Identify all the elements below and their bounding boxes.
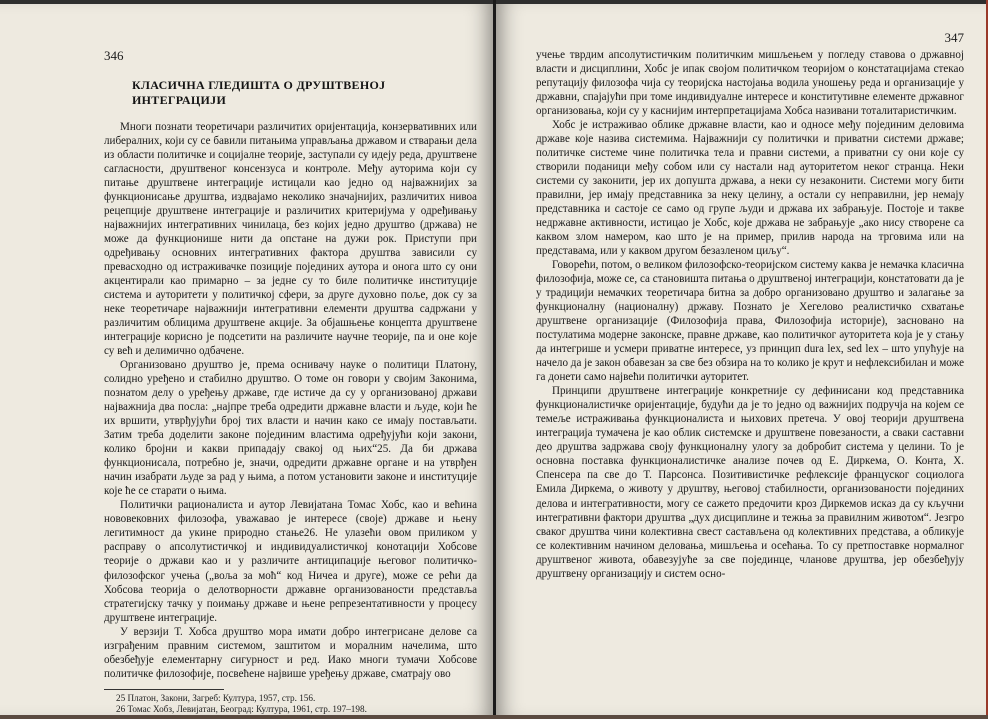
left-page	[0, 4, 493, 715]
section-heading: КЛАСИЧНА ГЛЕДИШТА О ДРУШТВЕНОЈ ИНТЕГРАЦИЈИ	[132, 78, 386, 107]
paragraph: У верзији Т. Хобса друштво мора имати добро интегрисане делове са изграђеним правним системом, заштитом и моралним начелима, што обезбеђује елементарну сигурност и ред. Иако многи тумачи Хобсове политичке филозофије, посвећене највише уређењу државе, сматрају ово	[104, 625, 477, 680]
paragraph: Принципи друштвене интеграције конкретније су дефинисани код представника функционалистичке оријентације, будући да је то једно од важнијих подручја на којем се темеље истраживања функционалиста и њихових претеча. У овој теорији друштвена интеграција тумачена је као облик системске и друштвене повезаности, а сваки саставни део друштва задржава своју функционалну улогу за добробит система у целини. То је основна поставка функционалистичке анализе почев од Е. Диркема, О. Конта, Х. Спенсера па све до Т. Парсонса. Позитивистичке рефлексије француског социолога Емила Диркема, о животу у друштву, његовој стабилности, организованости појединих делова и интегративности, могу се сажето предочити кроз Диркемов исказ да су кључни интегративни фактори друштва „дух дисциплине и тежња за правилним животом“. Језгро сваког друштва чини колективна свест састављена од колективних представа, а обликује се колективним начином деловања, мишљења и осећања. То су претпоставке нормалног друштвеног живота, обавезујуће за све појединце, чланове друштва, јер обезбеђују друштвену организацију и систем осно-	[536, 385, 964, 580]
footnote: 26 Томас Хобз, Левијатан, Београд: Култура, 1961, стр. 197–198.	[116, 704, 367, 715]
page-number: 346	[104, 48, 124, 63]
paragraph: Хобс је истраживао облике државне власти, као и односе међу појединим деловима државе које назива системима. Најважнији су политички и приватни системи државе; политичке системе чине политичка тела и правни системи, а приватни су они које су створили поданици међу собом или су настали над ауторитетом неког странца. Неки системи су законити, јер их допушта држава, а неки су незаконити. Системи могу бити правилни, јер имају представника за неку целину, а остали су неправилни, јер немају представника и састоје се само од групе људи и држава их забрањује. Постоје и такве недржавне активности, истицао је Хобс, које држава не забрањује „ако нису створене са каквом злом намером, као што је на пример, прилив народа на трговима или на представама, или у каквом другом безазленом циљу“.	[536, 119, 964, 258]
right-page	[496, 4, 986, 715]
paragraph: Организовано друштво је, према оснивачу науке о политици Платону, солидно уређено и стабилно друштво. О томе он говори у својим Законима, познатом делу о уређењу државе, где истиче да су у организованој држави најважнија два посла: „најпре треба одредити државне власти и људе, који ће их вршити, утврђујући број тих власти и начин како се имају постављати. Затим треба доделити законе појединим властима одређујући који закони, колико бројни и какви припадају свакој од њих“25. Да би држава функционисала, потребно је, значи, одредити државне органе и на утврђен начин изабрати људе за рад у њима, а потом установити законе и институције које ће се старати о њима.	[104, 359, 477, 498]
paragraph: Политички рационалиста и аутор Левијатана Томас Хобс, као и већина нововековних филозофа, уважавао је интересе (своје) државе и њену легитимност да укине природно стање26. Не улазећи овом приликом у расправу о апсолутистичкој и индивидуалистичкој конотацији Хобсове теорије о држави као и у различите антиципације његовог политичко-филозофског учења („воља за моћ“ код Ничеа и друге), може се рећи да Хобсова теорија о делотворности државне организованости представља стратегијску тачку у поимању државе и њене репрезентативности у процесу друштвене интеграције.	[104, 499, 477, 624]
paragraph: учење тврдим апсолутистичким политичким мишљењем у погледу ставова о државној власти и дисциплини, Хобс је ипак својом политичком теоријом о констатацијама стекао репутацију филозофа чија су теоријска настојања водила уношењу реда и организације у државни, спајајући при томе индивидуалне интересе и конститутивне елементе државног организовања, који су у каснијим интерпретацијама Хобса називани тоталитаристичким.	[536, 49, 964, 118]
page-number: 347	[944, 30, 964, 45]
footnote: 25 Платон, Закони, Загреб: Култура, 1957, стр. 156.	[116, 692, 316, 703]
paragraph: Говорећи, потом, о великом филозофско-теоријском систему каква је немачка класична филозофија, може се, са становишта питања о друштвеној интеграцији, констатовати да је у традицији немачких теоретичара битна за добро организовано друштво и залагање за функционалну (националну) државу. Познато је Хегелово реалистичко схватање друштвене организације (Филозофија права, Филозофија историје), засновано на постулатима модерне законске, правне државе, као политичког ауторитета која је у стању да интегрише и усмери приватне интересе, уз принцип dura lex, sed lex – што упућује на начело да је закон обавезан за све без обзира на то колико је крут и нефлексибилан и може га донети само највећи политички ауторитет.	[536, 259, 964, 384]
footnote-divider	[104, 689, 224, 690]
book-bottom-edge	[0, 715, 988, 719]
paragraph: Многи познати теоретичари различитих оријентација, конзервативних или либералних, који су се бавили питањима управљања државом и стварањи дела из области политичке и социјалне теорије, заступали су идеју реда, друштвене сагласности, друштвеног консензуса и контроле. Међу ауторима који су питање друштвене интеграције истицали као једно од најважнијих за функционисање друштва, издвајамо неколико значајнијих, различитих нивоа рецепције друштвене интеграције и различитих критеријума у одређивању најважнијих интегративних чинилаца, без којих једно друштво (држава) не може да функционише нити да опстане на дужи рок. Приступи при одређивању основних интегративних фактора друштва зависили су превасходно од истраживачке позиције појединих аутора и онога што су они акцентирали као примарно – за једне су то биле политичке институције система и ауторитети у политичкој сфери, за друге духовно поље, док су за неке теоретичаре најважнији интегративни елементи друштва садржани у различитим облицима друштвене акције. За објашњење концепта друштвене интеграције корисно је подсетити на различите научне теорије, па и оне које су већ и делимично одбачене.	[104, 121, 477, 358]
